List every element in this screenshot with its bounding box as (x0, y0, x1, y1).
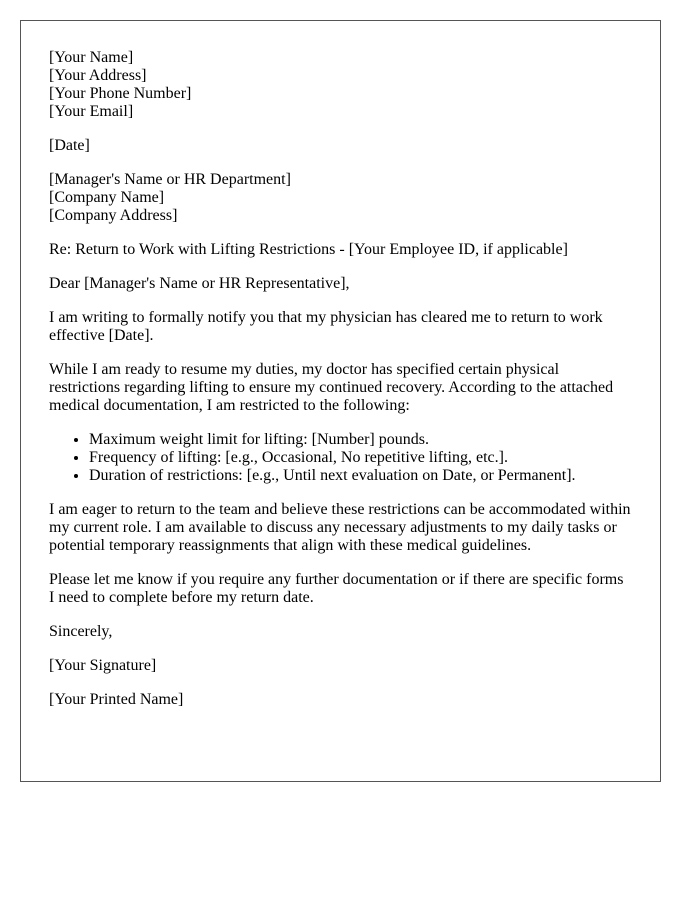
letter-date: [Date] (49, 137, 90, 154)
list-item: • Duration of restrictions: [e.g., Until next evaluation on Date, or Permanent]. (89, 467, 632, 485)
printed-name: [Your Printed Name] (49, 691, 184, 708)
sender-name: [Your Name] (49, 49, 134, 66)
sender-block (49, 49, 632, 121)
recipient-block (49, 171, 632, 225)
list-item: • Maximum weight limit for lifting: [Number] pounds. (89, 431, 632, 449)
body-paragraph: Please let me know if you require any further documentation or if there are specific forms I need to complete before my return date. (49, 571, 624, 606)
salutation: Dear [Manager's Name or HR Representative], (49, 275, 350, 292)
recipient-address: [Company Address] (49, 207, 178, 224)
sender-address: [Your Address] (49, 67, 147, 84)
sender-email: [Your Email] (49, 103, 134, 120)
recipient-company: [Company Name] (49, 189, 165, 206)
signature: [Your Signature] (49, 657, 157, 674)
restrictions-list (49, 431, 632, 485)
body-paragraph: I am eager to return to the team and believe these restrictions can be accommodated within my current role. I am available to discuss any necessary adjustments to my daily tasks or potential temporary reassignments that align with these medical guidelines. (49, 501, 631, 554)
subject-line: Re: Return to Work with Lifting Restrictions - [Your Employee ID, if applicable] (49, 241, 568, 258)
sender-phone: [Your Phone Number] (49, 85, 192, 102)
body-paragraph: I am writing to formally notify you that my physician has cleared me to return to work effective [Date]. (49, 309, 603, 344)
letter (20, 20, 661, 782)
list-item: • Frequency of lifting: [e.g., Occasional, No repetitive lifting, etc.]. (89, 449, 632, 467)
recipient-name: [Manager's Name or HR Department] (49, 171, 291, 188)
body-paragraph: While I am ready to resume my duties, my doctor has specified certain physical restrictions regarding lifting to ensure my continued recovery. According to the attached medical documentation, I am restricted to the following: (49, 361, 614, 414)
signoff: Sincerely, (49, 623, 113, 640)
